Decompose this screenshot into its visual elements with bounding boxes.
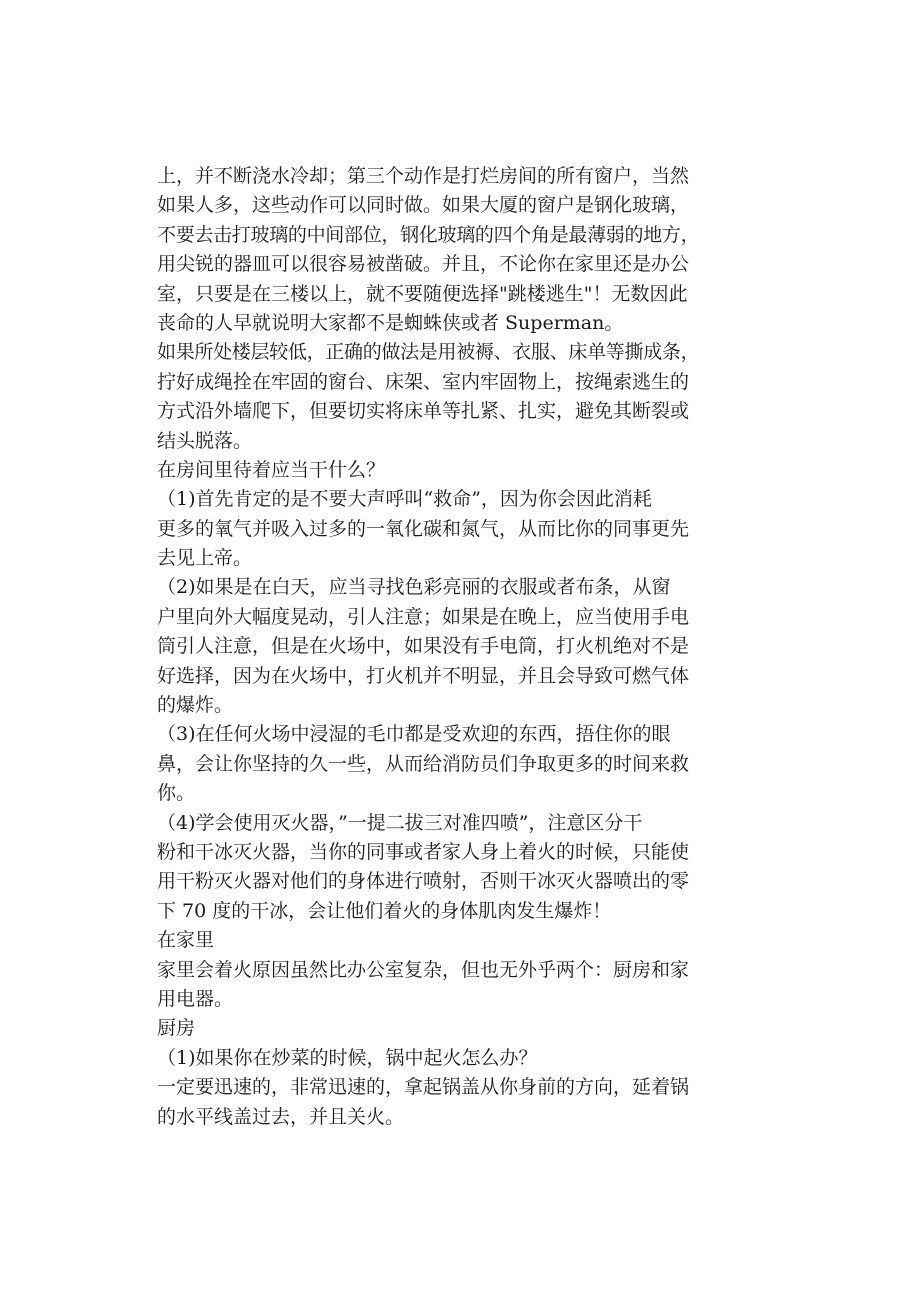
text-line: 用电器。 bbox=[157, 987, 234, 1010]
text-line: 好选择，因为在火场中，打火机并不明显，并且会导致可燃气体 bbox=[157, 664, 690, 687]
text-line: 用尖锐的器皿可以很容易被凿破。并且，不论你在家里还是办公 bbox=[157, 253, 690, 276]
text-line: （3)在任何火场中浸湿的毛巾都是受欢迎的东西，捂住你的眼 bbox=[157, 723, 671, 746]
text-line: 下 70 度的干冰，会让他们着火的身体肌肉发生爆炸！ bbox=[157, 899, 612, 922]
text-line: 结头脱落。 bbox=[157, 429, 253, 452]
text-line: 一定要迅速的，非常迅速的，拿起锅盖从你身前的方向，延着锅 bbox=[157, 1076, 690, 1099]
text-line: （2)如果是在白天，应当寻找色彩亮丽的衣服或者布条，从窗 bbox=[157, 576, 671, 599]
text-line: 粉和干冰灭火器，当你的同事或者家人身上着火的时候，只能使 bbox=[157, 840, 690, 863]
text-line: 更多的氧气并吸入过多的一氧化碳和氮气，从而比你的同事更先 bbox=[157, 517, 690, 540]
text-line: 室，只要是在三楼以上，就不要随便选择"跳楼逃生"！无数因此 bbox=[157, 282, 688, 305]
text-line: 用干粉灭火器对他们的身体进行喷射，否则干冰灭火器喷出的零 bbox=[157, 870, 690, 893]
text-line: 如果所处楼层较低，正确的做法是用被褥、衣服、床单等撕成条， bbox=[157, 341, 700, 364]
text-line: 的水平线盖过去，并且关火。 bbox=[157, 1105, 405, 1128]
section-heading: 厨房 bbox=[157, 1017, 196, 1040]
section-heading: 在房间里待着应当干什么？ bbox=[157, 458, 386, 481]
text-line: 上，并不断浇水冷却；第三个动作是打烂房间的所有窗户，当然 bbox=[157, 165, 690, 187]
text-line: 筒引人注意，但是在火场中，如果没有手电筒，打火机绝对不是 bbox=[157, 635, 690, 658]
text-line: 如果人多，这些动作可以同时做。如果大厦的窗户是钢化玻璃， bbox=[157, 194, 690, 217]
text-line: 鼻，会让你坚持的久一些，从而给消防员们争取更多的时间来救 bbox=[157, 752, 690, 775]
text-line: 方式沿外墙爬下，但要切实将床单等扎紧、扎实，避免其断裂或 bbox=[157, 400, 690, 423]
text-line: 的爆炸。 bbox=[157, 694, 234, 717]
text-line: 去见上帝。 bbox=[157, 547, 253, 570]
text-line: （1)首先肯定的是不要大声呼叫“救命”，因为你会因此消耗 bbox=[157, 488, 652, 511]
text-line: 不要去击打玻璃的中间部位，钢化玻璃的四个角是最薄弱的地方， bbox=[157, 223, 700, 246]
text-line: 户里向外大幅度晃动，引人注意；如果是在晚上，应当使用手电 bbox=[157, 605, 690, 628]
text-line: （4)学会使用灭火器，”一提二拔三对准四喷”，注意区分干 bbox=[157, 811, 643, 834]
text-line: （1)如果你在炒菜的时候，锅中起火怎么办？ bbox=[157, 1046, 538, 1069]
section-heading: 在家里 bbox=[157, 929, 215, 952]
text-line: 丧命的人早就说明大家都不是蜘蛛侠或者 Superman。 bbox=[157, 311, 624, 334]
text-line: 拧好成绳拴在牢固的窗台、床架、室内牢固物上，按绳索逃生的 bbox=[157, 370, 690, 393]
document-body bbox=[157, 162, 769, 1132]
text-line: 你。 bbox=[157, 782, 196, 805]
text-line: 家里会着火原因虽然比办公室复杂，但也无外乎两个：厨房和家 bbox=[157, 958, 690, 981]
